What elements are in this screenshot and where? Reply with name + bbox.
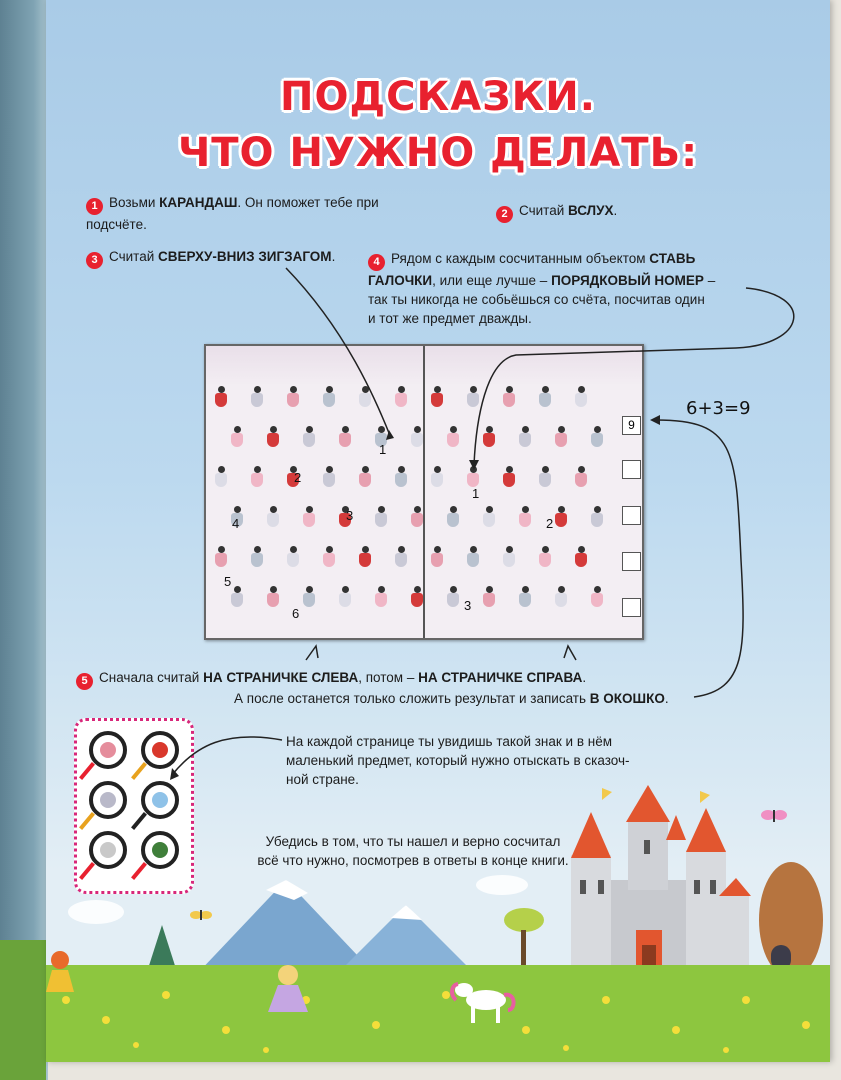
step-3-number: 3: [86, 252, 103, 269]
left-count-5: 5: [224, 574, 232, 589]
castle-icon: [571, 785, 751, 970]
left-count-6: 6: [292, 606, 300, 621]
right-count-3: 3: [464, 598, 472, 613]
step-5: 5 Сначала считай НА СТРАНИЧКЕ СЛЕВА, потом – НА СТРАНИЧКЕ СПРАВА.: [76, 668, 716, 690]
book-page: [46, 0, 830, 1062]
arrow-right-page: [564, 646, 576, 660]
final-text: Убедись в том, что ты нашел и верно сосчитал всё что нужно, посмотрев в ответы в конце книги.: [257, 834, 569, 868]
right-count-1: 1: [472, 486, 480, 501]
step-1: 1 Возьми КАРАНДАШ. Он поможет тебе при подсчёте.: [86, 195, 379, 232]
cloud: [476, 875, 528, 895]
step-5-number: 5: [76, 673, 93, 690]
flag: [602, 788, 612, 800]
left-count-2: 2: [294, 470, 302, 485]
scenery-layer: [46, 0, 830, 1062]
step-5-line2: А после останется только сложить результат и записать В ОКОШКО.: [234, 691, 669, 706]
step-4: 4 Рядом с каждым сосчитанным объектом СТАВЬ ГАЛОЧКИ, или еще лучше – ПОРЯДКОВЫЙ НОМЕР – так ты никогда не собьёшься со счёта, посчитав один и тот же предмет дважды.: [368, 251, 716, 326]
left-count-3: 3: [346, 508, 354, 523]
left-count-1: 1: [379, 442, 387, 457]
arrow-left-page: [306, 646, 318, 660]
arrow-hint: [172, 737, 282, 775]
page-title-line2: ЧТО НУЖНО ДЕЛАТЬ:: [177, 130, 699, 176]
step-3: 3 Считай СВЕРХУ-ВНИЗ ЗИГЗАГОМ.: [86, 247, 386, 269]
arrow-step5: [656, 420, 743, 697]
book-spine: [0, 0, 48, 1080]
flag: [700, 791, 710, 803]
butterfly-icon: [761, 810, 787, 822]
grass-ground: [46, 965, 830, 1062]
step-1-number: 1: [86, 198, 103, 215]
answer-box-filled[interactable]: 9: [622, 416, 641, 435]
left-count-4: 4: [232, 516, 240, 531]
rock-house: [759, 862, 823, 978]
step-2: 2 Считай ВСЛУХ.: [496, 201, 696, 223]
step-4-number: 4: [368, 254, 385, 271]
hint-text: На каждой странице ты увидишь такой знак и в нём маленький предмет, который нужно отыскать в сказоч- ной стране.: [286, 734, 630, 787]
page-title-line1: ПОДСКАЗКИ.: [280, 74, 596, 120]
arrow-step4: [474, 288, 794, 465]
right-count-2: 2: [546, 516, 554, 531]
arrow-step3: [286, 268, 391, 438]
butterfly-icon: [190, 910, 212, 920]
cloud: [68, 900, 124, 924]
step-2-number: 2: [496, 206, 513, 223]
sum-equation: 6+3=9: [686, 398, 751, 419]
tree-icon: [504, 908, 544, 932]
left-page-edge: [0, 940, 46, 1080]
